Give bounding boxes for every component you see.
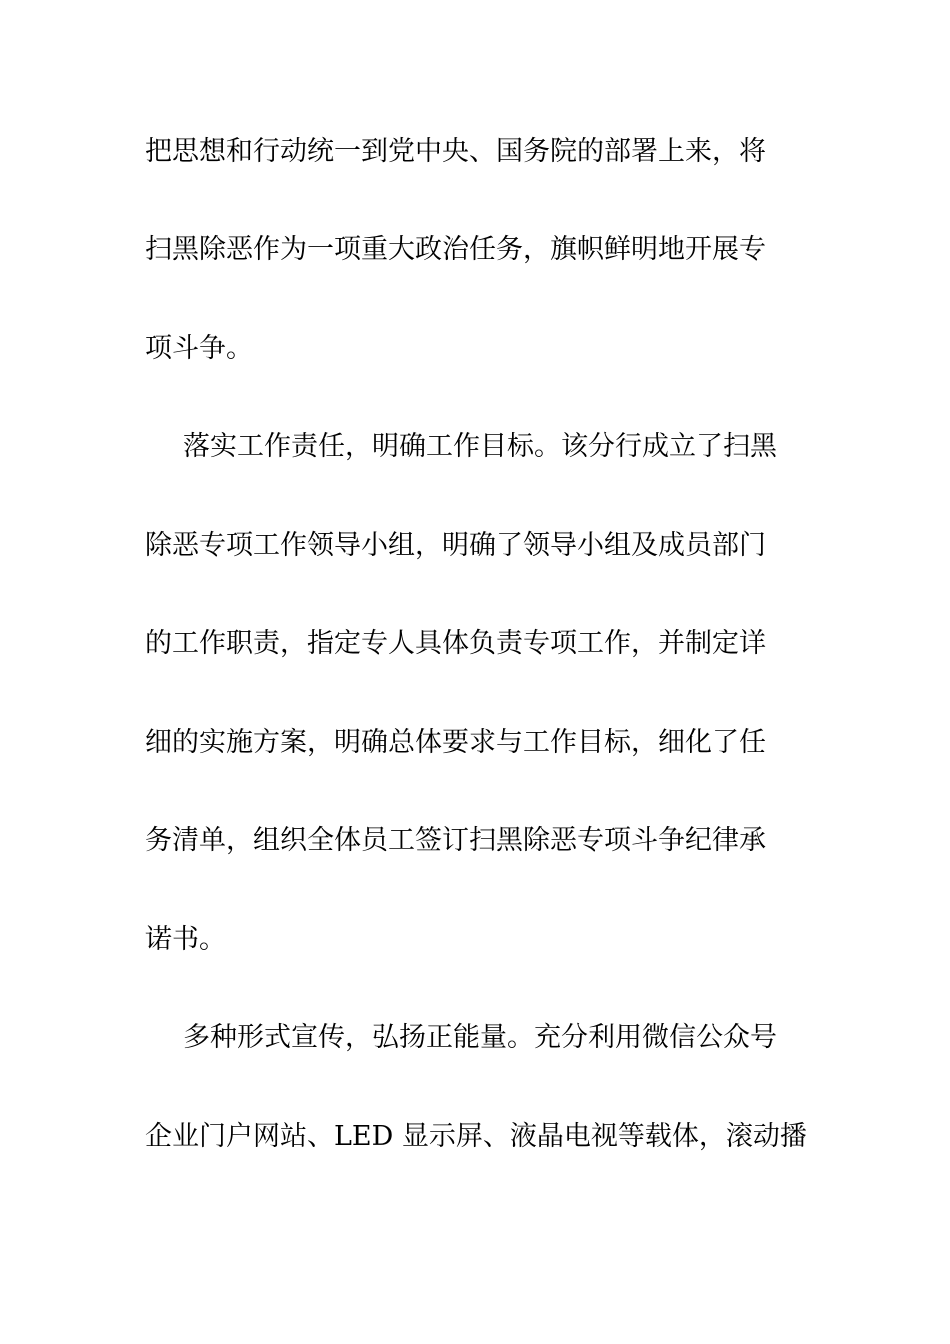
text-line: 把思想和行动统一到党中央、国务院的部署上来，将 [145,136,766,167]
text-line: 细的实施方案，明确总体要求与工作目标，细化了任 [145,727,766,758]
text-line: 的工作职责，指定专人具体负责专项工作，并制定详 [145,628,766,659]
text-line: 扫黑除恶作为一项重大政治任务，旗帜鲜明地开展专 [145,234,766,265]
paragraph-first-line: 多种形式宣传，弘扬正能量。充分利用微信公众号 [183,1022,777,1053]
text-line: 诺书。 [145,924,226,955]
text-line: 项斗争。 [145,333,253,364]
paragraph-first-line: 落实工作责任，明确工作目标。该分行成立了扫黑 [183,431,777,462]
text-line: 企业门户网站、LED 显示屏、液晶电视等载体，滚动播 [145,1121,807,1152]
text-line: 务清单，组织全体员工签订扫黑除恶专项斗争纪律承 [145,825,766,856]
text-line: 除恶专项工作领导小组，明确了领导小组及成员部门 [145,530,766,561]
